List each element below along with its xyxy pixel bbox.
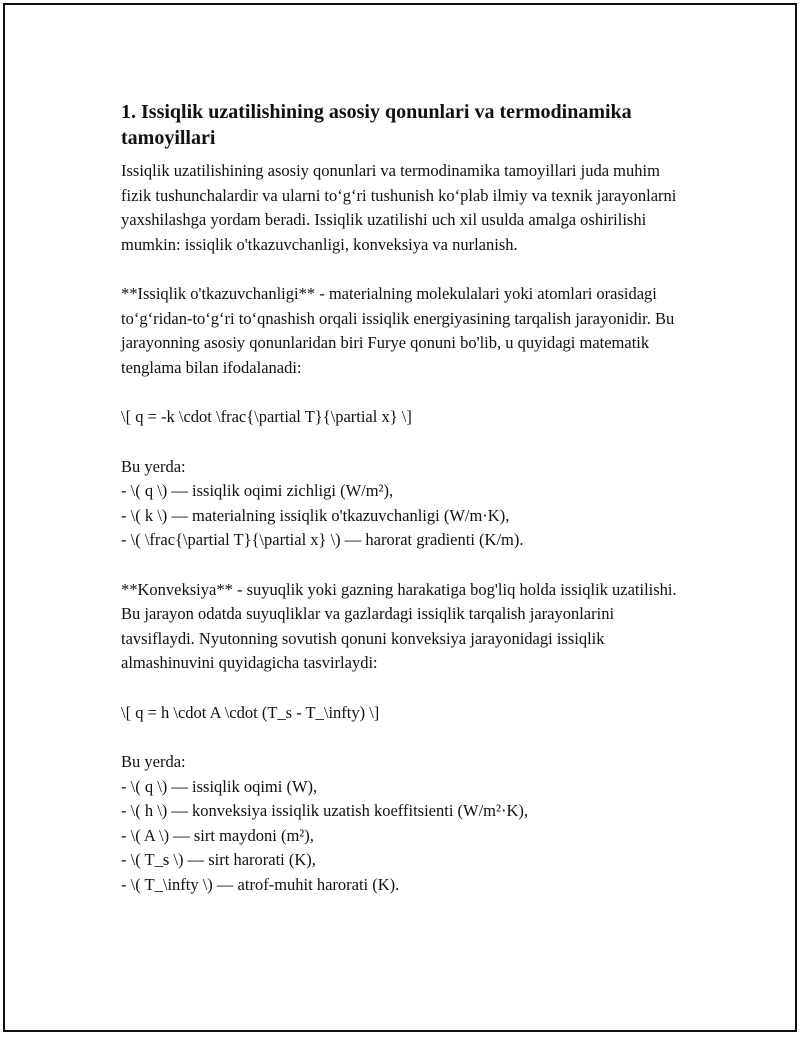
convection-definitions [121,750,691,897]
where-label: Bu yerda: [121,456,186,476]
intro-paragraph: Issiqlik uzatilishining asosiy qonunlari va termodinamika tamoyillari juda muhim fizik tushunchalardir va ularni to‘g‘ri tushunish ko‘plab ilmiy va texnik jarayonlarni yaxshilashga yordam beradi. Issiqlik uzatilishi uch xil usulda amalga oshirilishi mumkin: issiqlik o'tkazuvchanligi, konveksiya va nurlanish. [121,161,677,254]
fourier-formula: \[ q = -k \cdot \frac{\partial T}{\partial x} \] [121,407,412,426]
definition-item: - \( T_\infty \) — atrof-muhit harorati (K). [121,874,400,894]
definition-item: - \( k \) — materialning issiqlik o'tkazuvchanligi (W/m·K), [121,505,510,525]
newton-cooling-formula: \[ q = h \cdot A \cdot (T_s - T_\infty) \] [121,702,380,722]
where-label: Bu yerda: [121,752,186,771]
definition-item: - \( h \) — konveksiya issiqlik uzatish koeffitsienti (W/m²·K), [121,801,528,820]
definition-item: - \( A \) — sirt maydoni (m²), [121,825,314,845]
document-content [121,99,691,922]
definition-item: - \( q \) — issiqlik oqimi zichligi (W/m²), [121,481,394,500]
conduction-paragraph: **Issiqlik o'tkazuvchanligi** - materialning molekulalari yoki atomlari orasidagi to‘g‘ridan-to‘g‘ri to‘qnashish orqali issiqlik energiyasining tarqalish jarayonidir. Bu jarayonning asosiy qonunlaridan biri Furye qonuni bo'lib, u quyidagi matematik tenglama bilan ifodalanadi: [121,284,675,377]
section-title: 1. Issiqlik uzatilishining asosiy qonunlari va termodinamika tamoyillari [121,101,632,149]
convection-paragraph: **Konveksiya** - suyuqlik yoki gazning harakatiga bog'liq holda issiqlik uzatilishi. Bu jarayon odatda suyuqliklar va gazlardagi issiqlik tarqalish jarayonlarini tavsiflaydi. Nyutonning sovutish qonuni konveksiya jarayonidagi issiqlik almashinuvini quyidagicha tasvirlaydi: [121,579,677,672]
conduction-definitions [121,455,691,553]
definition-item: - \( T_s \) — sirt harorati (K), [121,850,316,869]
definition-item: - \( \frac{\partial T}{\partial x} \) — harorat gradienti (K/m). [121,530,524,549]
definition-item: - \( q \) — issiqlik oqimi (W), [121,776,318,796]
document-page [3,3,797,1032]
